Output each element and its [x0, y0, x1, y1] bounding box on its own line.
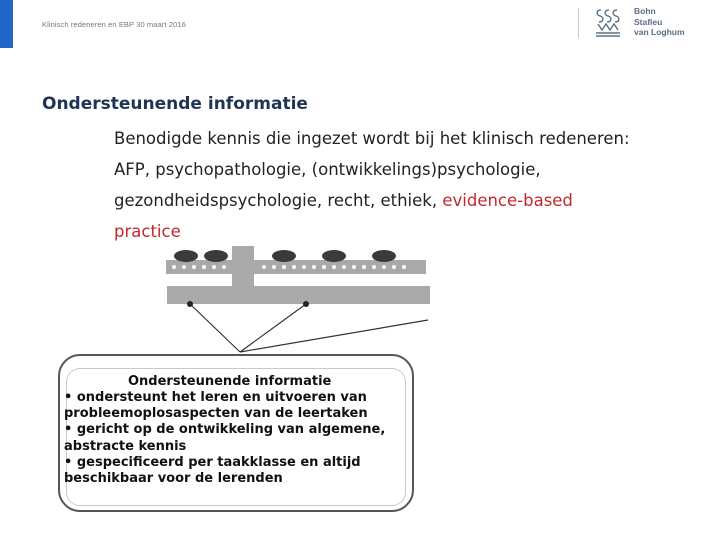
publisher-logo-icon [592, 6, 622, 38]
body-line [114, 185, 694, 216]
diagram-connectors [190, 304, 428, 352]
callout-line: • gericht op de ontwikkeling van algemene, [64, 422, 386, 438]
diagram-block [166, 286, 232, 304]
diagram-block [254, 286, 430, 304]
body-line: AFP, psychopathologie, (ontwikkelings)psychologie, [114, 160, 541, 179]
logo-line: Stafleu [634, 16, 663, 27]
body-line: Benodigde kennis die ingezet wordt bij het klinisch redeneren: [114, 129, 630, 148]
callout-line: beschikbaar voor de lerenden [64, 470, 283, 486]
slide-body [114, 123, 694, 247]
header-divider [578, 8, 579, 38]
slide-title: Ondersteunende informatie [42, 94, 308, 114]
highlight-text: practice [114, 222, 181, 241]
body-line-text: gezondheidspsychologie, recht, ethiek, [114, 191, 443, 210]
footer-caption: Klinisch redeneren en EBP 30 maart 2016 [42, 20, 186, 29]
diagram-pillar [232, 246, 254, 304]
callout-line: probleemoplosaspecten van de leertaken [64, 406, 368, 422]
callout-list [64, 390, 385, 487]
connector-dot [187, 301, 193, 307]
highlight-text: evidence-based [442, 191, 573, 210]
logo-line: van Loghum [634, 27, 685, 37]
callout-line: • gespecificeerd per taakklasse en altijd [64, 454, 361, 470]
callout-title: Ondersteunende informatie [128, 374, 332, 389]
callout-line: abstracte kennis [64, 438, 187, 454]
accent-bar [0, 0, 13, 48]
publisher-name [634, 6, 685, 38]
logo-line: Bohn [634, 6, 656, 16]
callout-line: • ondersteunt het leren en uitvoeren van [64, 390, 367, 405]
connector-dot [303, 301, 309, 307]
